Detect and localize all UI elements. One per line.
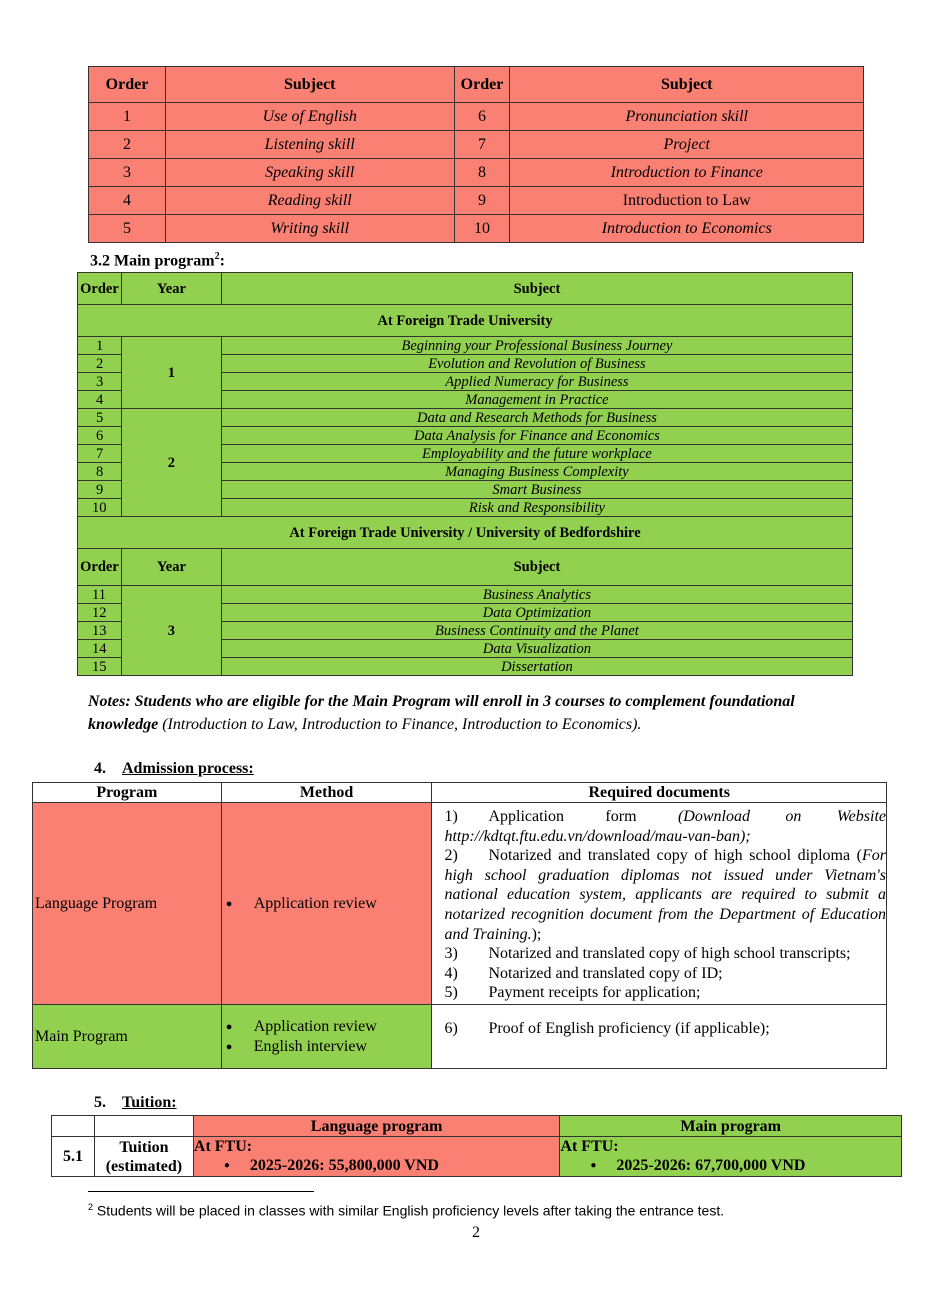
section-number: 4.: [94, 760, 106, 777]
tuition-list: [560, 1156, 901, 1175]
year-cell: 1: [121, 337, 221, 409]
order-cell: 11: [78, 586, 122, 604]
order-cell: 14: [78, 640, 122, 658]
empty-cell: [94, 1116, 193, 1137]
order-cell: 4: [78, 391, 122, 409]
subject-cell: Introduction to Finance: [510, 159, 864, 187]
header-main-program: Main program: [560, 1116, 902, 1137]
section-heading-main-program: [90, 251, 225, 270]
subject-cell: Management in Practice: [221, 391, 852, 409]
notes-paragraph: [88, 690, 858, 736]
subject-cell: Evolution and Revolution of Business: [221, 355, 852, 373]
method-cell: [221, 1005, 432, 1069]
document-item: [444, 983, 886, 1003]
header-program: Program: [33, 783, 222, 803]
table-row: [89, 187, 864, 215]
list-item: ● English interview: [226, 1037, 432, 1057]
table-header-row: [78, 273, 853, 305]
header-order: Order: [78, 273, 122, 305]
order-cell: 12: [78, 604, 122, 622]
order-cell: 5: [78, 409, 122, 427]
doc-number: 2): [444, 847, 458, 865]
header-subject: Subject: [221, 273, 852, 305]
document-item: [444, 1019, 886, 1039]
list-item: ● Application review: [226, 894, 432, 914]
empty-cell: [52, 1116, 95, 1137]
section-label: At Foreign Trade University: [78, 305, 853, 337]
row-label-line: Tuition: [119, 1138, 169, 1156]
foundation-subjects-table: [88, 66, 864, 243]
doc-number: 4): [444, 964, 458, 982]
subject-cell: Data Analysis for Finance and Economics: [221, 427, 852, 445]
order-cell: 15: [78, 658, 122, 676]
order-cell: 8: [78, 463, 122, 481]
subject-cell: Managing Business Complexity: [221, 463, 852, 481]
row-label: [94, 1137, 193, 1177]
tuition-table: [51, 1115, 902, 1177]
main-program-table: [77, 272, 853, 676]
subject-cell: Data Visualization: [221, 640, 852, 658]
list-item: ● Application review: [226, 1017, 432, 1037]
order-cell: 2: [89, 131, 166, 159]
program-cell: Language Program: [33, 803, 222, 1005]
subject-cell: Writing skill: [165, 215, 454, 243]
documents-cell: [432, 1005, 887, 1069]
doc-text: Notarized and translated copy of high school transcripts;: [488, 945, 851, 963]
footnote: [88, 1202, 724, 1219]
order-cell: 6: [454, 103, 510, 131]
subject-cell: Reading skill: [165, 187, 454, 215]
header-subject: Subject: [221, 549, 852, 586]
method-list: [226, 1017, 432, 1057]
header-year: Year: [121, 273, 221, 305]
section-label: At Foreign Trade University / University of Bedfordshire: [78, 517, 853, 549]
section-heading-admission: [94, 760, 254, 778]
doc-text: Payment receipts for application;: [488, 984, 701, 1002]
tuition-location: At FTU:: [560, 1138, 619, 1155]
footnote-ref: 2: [214, 251, 220, 262]
language-tuition-cell: [193, 1137, 560, 1177]
table-header-row: [33, 783, 887, 803]
admission-table: [32, 782, 887, 1069]
order-cell: 10: [454, 215, 510, 243]
order-cell: 10: [78, 499, 122, 517]
doc-number: 5): [444, 984, 458, 1002]
list-item: ● 2025-2026: 55,800,000 VND: [194, 1156, 560, 1175]
order-cell: 8: [454, 159, 510, 187]
heading-suffix: :: [219, 252, 225, 270]
subject-cell: Data Optimization: [221, 604, 852, 622]
table-row: [78, 337, 853, 355]
notes-bold: Notes: Students who are eligible for the Main Program will enroll in 3 courses to complement foundational knowledge: [88, 693, 795, 733]
page-number: 2: [472, 1224, 480, 1241]
document-item: [444, 944, 886, 964]
order-cell: 9: [454, 187, 510, 215]
table-header-row: [78, 549, 853, 586]
subject-cell: Use of English: [165, 103, 454, 131]
subject-cell: Listening skill: [165, 131, 454, 159]
table-row: [52, 1137, 902, 1177]
header-method: Method: [221, 783, 432, 803]
order-cell: 3: [78, 373, 122, 391]
section-row: [78, 517, 853, 549]
order-cell: 7: [78, 445, 122, 463]
order-cell: 2: [78, 355, 122, 373]
notes-rest: (Introduction to Law, Introduction to Finance, Introduction to Economics).: [158, 716, 642, 733]
order-cell: 4: [89, 187, 166, 215]
doc-number: 3): [444, 945, 458, 963]
order-cell: 9: [78, 481, 122, 499]
header-order: Order: [454, 67, 510, 103]
table-row: [78, 586, 853, 604]
order-cell: 3: [89, 159, 166, 187]
doc-text-end: );: [531, 925, 542, 943]
order-cell: 13: [78, 622, 122, 640]
footnote-marker: 2: [88, 1202, 94, 1212]
table-row: [89, 215, 864, 243]
doc-text: Notarized and translated copy of ID;: [488, 964, 723, 982]
list-item: ● 2025-2026: 67,700,000 VND: [560, 1156, 901, 1175]
header-order: Order: [89, 67, 166, 103]
subject-cell: Pronunciation skill: [510, 103, 864, 131]
main-tuition-cell: [560, 1137, 902, 1177]
doc-text: Proof of English proficiency (if applicable);: [488, 1020, 770, 1037]
header-subject: Subject: [510, 67, 864, 103]
doc-text: Application form: [488, 808, 678, 825]
method-list: [226, 894, 432, 914]
header-documents: Required documents: [432, 783, 887, 803]
row-number: 5.1: [52, 1137, 95, 1177]
subject-cell: Introduction to Law: [510, 187, 864, 215]
year-cell: 2: [121, 409, 221, 517]
document-item: [444, 846, 886, 944]
subject-cell: Applied Numeracy for Business: [221, 373, 852, 391]
order-cell: 6: [78, 427, 122, 445]
subject-cell: Dissertation: [221, 658, 852, 676]
table-header-row: [52, 1116, 902, 1137]
order-cell: 5: [89, 215, 166, 243]
order-cell: 1: [89, 103, 166, 131]
order-cell: 1: [78, 337, 122, 355]
subject-cell: Business Analytics: [221, 586, 852, 604]
tuition-list: [194, 1156, 560, 1175]
subject-cell: Speaking skill: [165, 159, 454, 187]
header-year: Year: [121, 549, 221, 586]
subject-cell: Beginning your Professional Business Journey: [221, 337, 852, 355]
heading-text: 3.2 Main program: [90, 252, 215, 270]
table-row: [78, 409, 853, 427]
subject-cell: Smart Business: [221, 481, 852, 499]
header-language-program: Language program: [193, 1116, 560, 1137]
table-header-row: [89, 67, 864, 103]
table-row: [33, 1005, 887, 1069]
program-cell: Main Program: [33, 1005, 222, 1069]
year-cell: 3: [121, 586, 221, 676]
section-heading-tuition: [94, 1094, 177, 1112]
doc-italic: (Download on Website http://kdtqt.ftu.edu.vn/download/mau-van-ban);: [444, 808, 886, 845]
section-number: 5.: [94, 1094, 106, 1111]
header-order: Order: [78, 549, 122, 586]
table-row: [33, 803, 887, 1005]
table-row: [89, 103, 864, 131]
doc-italic: For high school graduation diplomas not issued under Vietnam's national education system, applicants are required to submit a notarized recognition document from the Department of Education and Training.: [444, 847, 886, 943]
subject-cell: Business Continuity and the Planet: [221, 622, 852, 640]
document-item: [444, 964, 886, 984]
document-item: [444, 807, 886, 846]
subject-cell: Data and Research Methods for Business: [221, 409, 852, 427]
section-row: [78, 305, 853, 337]
method-cell: [221, 803, 432, 1005]
section-title: Tuition:: [122, 1094, 177, 1111]
subject-cell: Project: [510, 131, 864, 159]
footnote-separator: [88, 1191, 314, 1192]
subject-cell: Introduction to Economics: [510, 215, 864, 243]
tuition-location: At FTU:: [193, 1138, 253, 1155]
header-subject: Subject: [165, 67, 454, 103]
section-title: Admission process:: [122, 760, 254, 777]
table-row: [89, 131, 864, 159]
documents-cell: [432, 803, 887, 1005]
doc-text: Notarized and translated copy of high school diploma (: [488, 847, 862, 865]
order-cell: 7: [454, 131, 510, 159]
doc-number: 6): [444, 1020, 458, 1037]
table-row: [89, 159, 864, 187]
row-label-line: (estimated): [105, 1157, 183, 1175]
subject-cell: Risk and Responsibility: [221, 499, 852, 517]
doc-number: 1): [444, 808, 458, 825]
subject-cell: Employability and the future workplace: [221, 445, 852, 463]
footnote-text: Students will be placed in classes with similar English proficiency levels after taking the entrance test.: [93, 1202, 725, 1219]
